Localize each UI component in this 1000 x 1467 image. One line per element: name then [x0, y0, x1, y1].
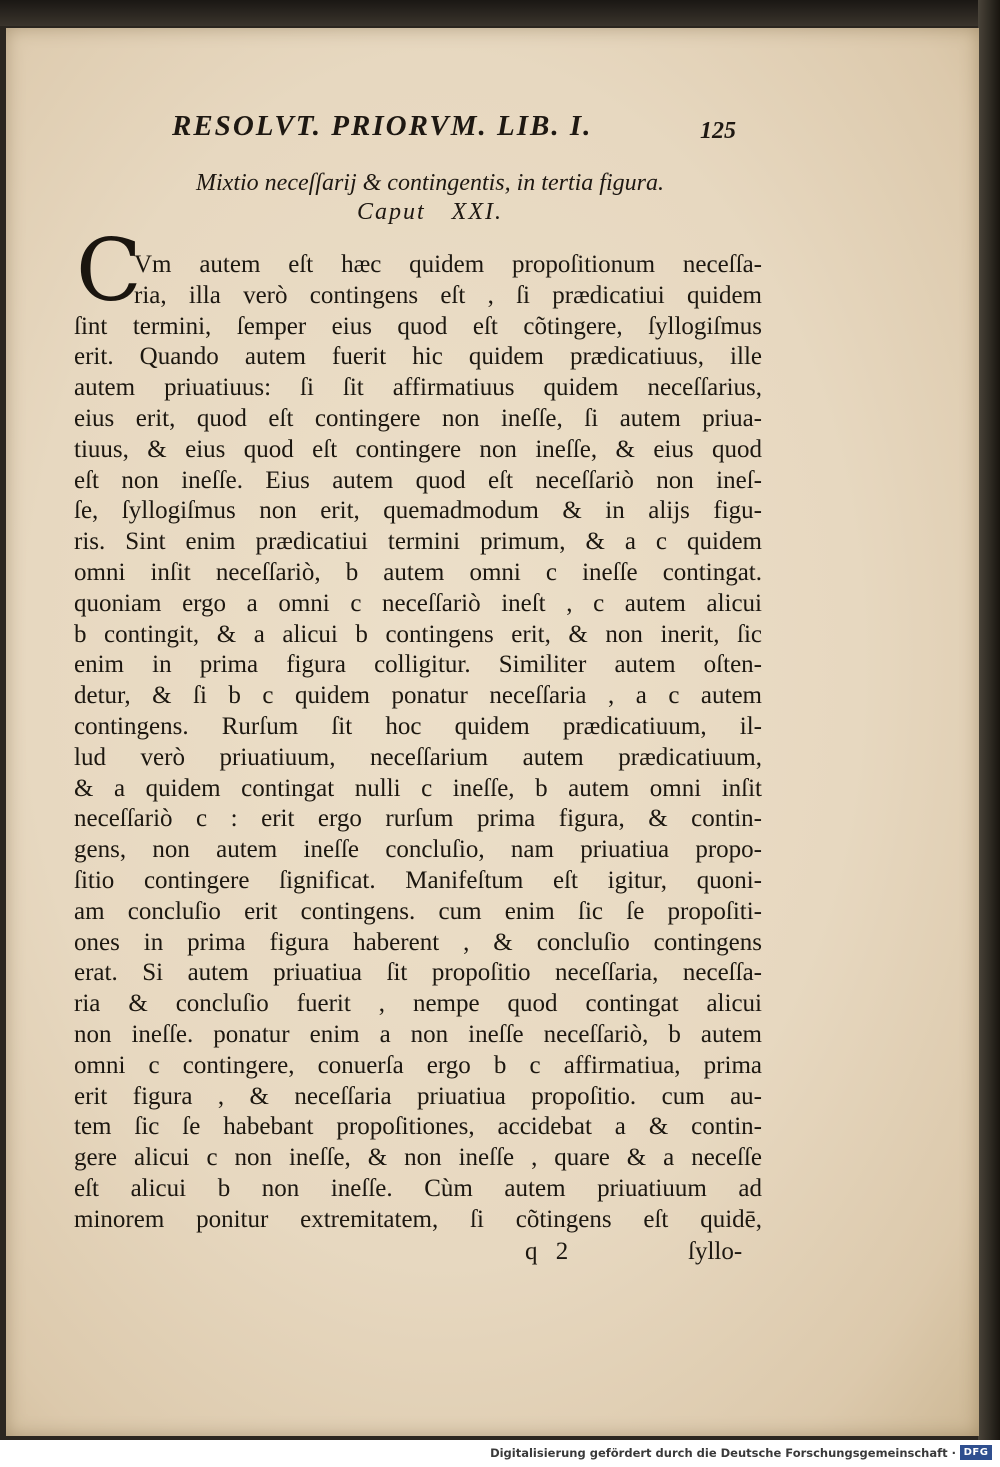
scan-right-edge [978, 0, 1000, 1440]
text-line: enim in prima figura colligitur. Similiter autem oſten- [74, 651, 762, 679]
text-line: omni c contingere, conuerſa ergo b c affirmatiua, prima [74, 1051, 762, 1079]
text-line: autem priuatiuus: ſi ſit affirmatiuus quidem neceſſarius, [74, 374, 762, 402]
text-line: gere alicui c non ineſſe, & non ineſſe , quare & a neceſſe [74, 1144, 762, 1172]
decorated-initial: C [76, 221, 142, 321]
text-line: eſt non ineſſe. Eius autem quod eſt neceſſariò non ineſ- [74, 466, 762, 494]
text-line: ſe, ſyllogiſmus non erit, quemadmodum & in alijs figu- [74, 497, 762, 525]
text-line: quoniam ergo a omni c neceſſariò ineſt , c autem alicui [74, 589, 762, 617]
page-number: 125 [700, 118, 736, 144]
body-text [74, 250, 762, 1236]
text-line: non ineſſe. ponatur enim a non ineſſe neceſſariò, b autem [74, 1020, 762, 1048]
text-line: erit. Quando autem fuerit hic quidem prædicatiuus, ille [74, 343, 762, 371]
text-line: ſitio contingere ſignificat. Manifeſtum eſt igitur, quoni- [74, 866, 762, 894]
text-line: minorem ponitur extremitatem, ſi cõtingens eſt quidē, [74, 1205, 762, 1233]
text-line: b contingit, & a alicui b contingens erit, & non inerit, ſic [74, 620, 762, 648]
text-line: ria, illa verò contingens eſt , ſi prædicatiui quidem [134, 281, 762, 309]
text-line: tiuus, & eius quod eſt contingere non ineſſe, & eius quod [74, 435, 762, 463]
text-line: tem ſic ſe habebant propoſitiones, accidebat a & contin- [74, 1113, 762, 1141]
text-line: ſint termini, ſemper eius quod eſt cõtingere, ſyllogiſmus [74, 312, 762, 340]
text-line: eſt alicui b non ineſſe. Cùm autem priuatiuum ad [74, 1174, 762, 1202]
credit-text: Digitalisierung gefördert durch die Deutsche Forschungsgemeinschaft · [490, 1446, 956, 1460]
text-line: contingens. Rurſum ſit hoc quidem prædicatiuum, il- [74, 712, 762, 740]
chapter-title: Mixtio neceſſarij & contingentis, in tertia figura. [196, 170, 664, 196]
text-line: ones in prima figura haberent , & concluſio contingens [74, 928, 762, 956]
text-line: eius erit, quod eſt contingere non ineſſe, ſi autem priua- [74, 404, 762, 432]
chapter-caput: Caput XXI. [357, 199, 503, 225]
running-head-title: RESOLVT. PRIORVM. LIB. I. [172, 110, 593, 142]
catchword: ſyllo- [688, 1238, 743, 1265]
text-line: & a quidem contingat nulli c ineſſe, b autem omni inſit [74, 774, 762, 802]
dfg-logo-icon[interactable]: DFG [960, 1445, 992, 1460]
text-line: erit figura , & neceſſaria priuatiua propoſitio. cum au- [74, 1082, 762, 1110]
text-line: ris. Sint enim prædicatiui termini primum, & a c quidem [74, 528, 762, 556]
text-line: erat. Si autem priuatiua ſit propoſitio neceſſaria, neceſſa- [74, 959, 762, 987]
text-line: Vm autem eſt hæc quidem propoſitionum neceſſa- [134, 251, 762, 278]
text-line: neceſſariò c : erit ergo rurſum prima figura, & contin- [74, 805, 762, 833]
text-line: ria & concluſio fuerit , nempe quod contingat alicui [74, 990, 762, 1018]
text-line: am concluſio erit contingens. cum enim ſic ſe propoſiti- [74, 897, 762, 925]
credit-strip [0, 1440, 1000, 1467]
signature-mark: q 2 [525, 1238, 569, 1265]
text-line: omni inſit neceſſariò, b autem omni c ineſſe contingat. [74, 558, 762, 586]
text-line: lud verò priuatiuum, neceſſarium autem prædicatiuum, [74, 743, 762, 771]
scan-top-edge [0, 0, 1000, 26]
text-line: gens, non autem ineſſe concluſio, nam priuatiua propo- [74, 836, 762, 864]
text-line: detur, & ſi b c quidem ponatur neceſſaria , a c autem [74, 682, 762, 710]
